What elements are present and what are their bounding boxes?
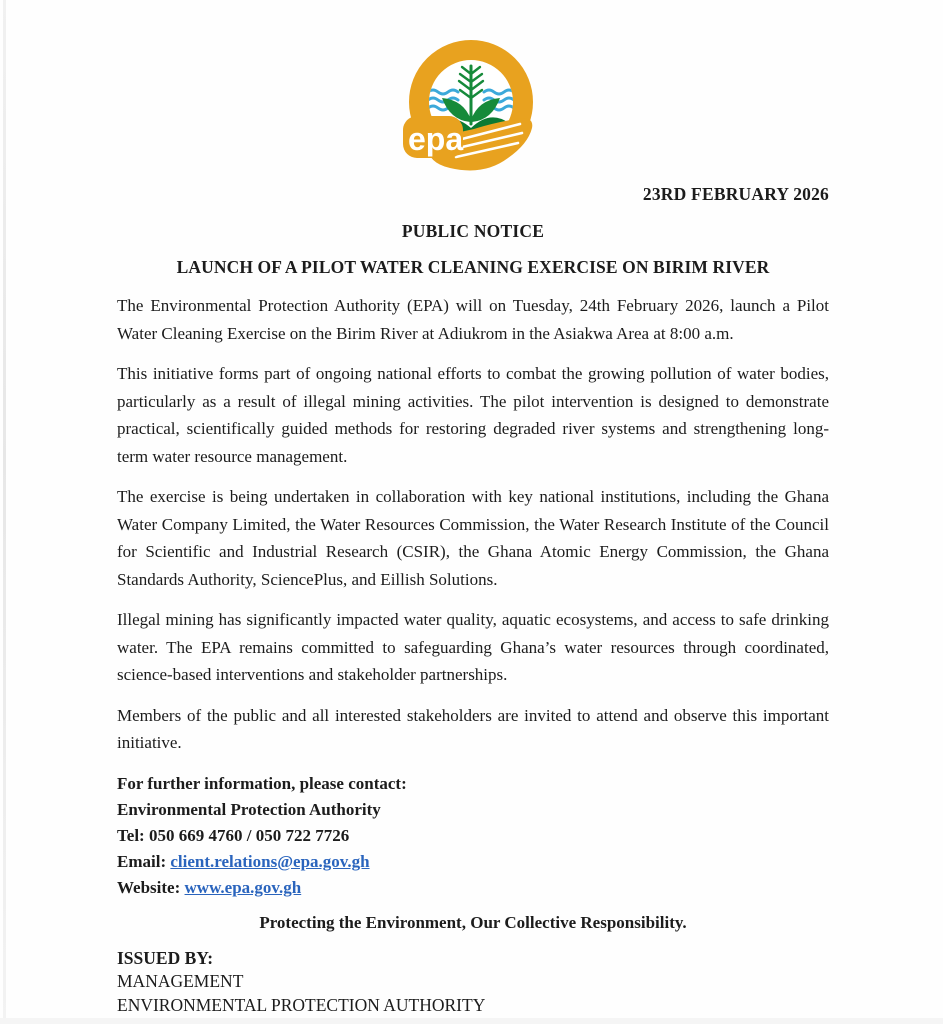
paragraph-launch-announcement: The Environmental Protection Authority (EPA) will on Tuesday, 24th February 2026, launch a Pilot Water Cleaning Exercise on the Birim River at Adiukrom in the Asiakwa Area at 8:00 a.m. bbox=[117, 296, 829, 343]
contact-website bbox=[117, 875, 829, 901]
notice-type-heading: PUBLIC NOTICE bbox=[401, 221, 545, 241]
contact-organization: Environmental Protection Authority bbox=[117, 799, 381, 819]
website-label: Website: bbox=[117, 877, 181, 897]
paragraph-illegal-mining-impact: Illegal mining has significantly impacted water quality, aquatic ecosystems, and access to safe drinking water. The EPA remains committed to safeguarding Ghana’s water resources through coordinated, science-based interventions and stakeholder partnerships. bbox=[117, 610, 829, 684]
notice-title: LAUNCH OF A PILOT WATER CLEANING EXERCISE ON BIRIM RIVER bbox=[176, 257, 770, 277]
epa-logo bbox=[117, 40, 829, 172]
tel-numbers: 050 669 4760 / 050 722 7726 bbox=[148, 825, 350, 845]
contact-telephone bbox=[117, 823, 829, 849]
paragraph-initiative-purpose: This initiative forms part of ongoing national efforts to combat the growing pollution of water bodies, particularly as a result of illegal mining activities. The pilot intervention is designed to demonstrate practical, scientifically guided methods for restoring degraded river systems and strengthening long-term water resource management. bbox=[117, 364, 829, 466]
contact-email bbox=[117, 849, 829, 875]
notice-date: 23RD FEBRUARY 2026 bbox=[642, 184, 829, 204]
issued-by-label: ISSUED BY: bbox=[117, 947, 214, 968]
tel-label: Tel: bbox=[117, 825, 145, 845]
website-link[interactable]: www.epa.gov.gh bbox=[184, 877, 302, 897]
epa-slogan: Protecting the Environment, Our Collective Responsibility. bbox=[259, 912, 687, 932]
document-content bbox=[117, 0, 829, 1017]
paragraph-collaborating-institutions: The exercise is being undertaken in collaboration with key national institutions, including the Ghana Water Company Limited, the Water Resources Commission, the Water Research Institute of the Council for Scientific and Industrial Research (CSIR), the Ghana Atomic Energy Commission, the Ghana Standards Authority, SciencePlus, and Eillish Solutions. bbox=[117, 487, 829, 589]
contact-intro: For further information, please contact: bbox=[117, 773, 407, 793]
email-label: Email: bbox=[117, 851, 167, 871]
email-link[interactable]: client.relations@epa.gov.gh bbox=[170, 851, 370, 871]
epa-logo-icon bbox=[398, 40, 548, 172]
page-edge-left bbox=[3, 0, 6, 1024]
epa-logo-text: epa bbox=[408, 121, 464, 157]
issued-by-management: MANAGEMENT bbox=[117, 971, 244, 991]
issued-by-block bbox=[117, 947, 829, 1018]
issued-by-authority: ENVIRONMENTAL PROTECTION AUTHORITY bbox=[117, 994, 486, 1015]
page-edge-bottom bbox=[0, 1018, 943, 1024]
contact-block bbox=[117, 771, 829, 901]
paragraph-public-invitation: Members of the public and all interested stakeholders are invited to attend and observe this important initiative. bbox=[117, 705, 829, 752]
